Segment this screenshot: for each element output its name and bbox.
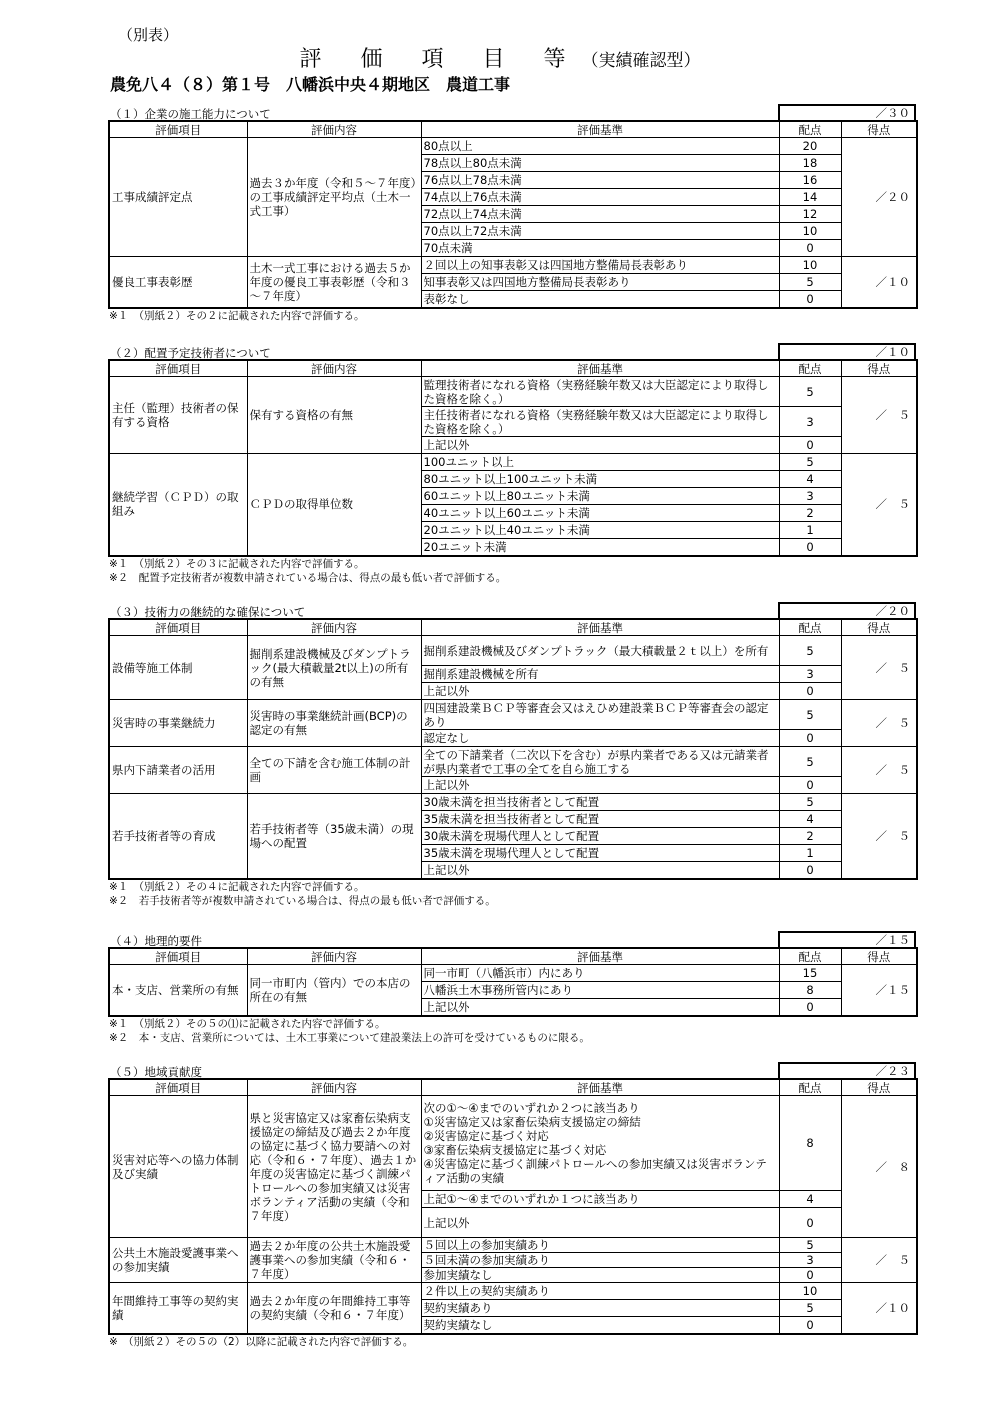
evaluation-criteria: 上記以外 <box>421 999 779 1016</box>
table-row <box>109 1238 917 1253</box>
evaluation-criteria: 30歳未満を担当技術者として配置 <box>421 794 779 811</box>
points-value: 0 <box>779 240 841 257</box>
table-row <box>109 1096 917 1191</box>
evaluation-item: 公共土木施設愛護事業への参加実績 <box>109 1238 247 1283</box>
score-cell: ／ ５ <box>841 454 917 556</box>
evaluation-item: 設備等施工体制 <box>109 636 247 700</box>
header-score: 得点 <box>841 948 917 965</box>
points-value: 0 <box>779 1208 841 1238</box>
section-total-points: ／２０ <box>778 602 916 619</box>
header-points: 配点 <box>779 360 841 377</box>
points-value: 3 <box>779 407 841 437</box>
evaluation-criteria: 35歳未満を現場代理人として配置 <box>421 845 779 862</box>
evaluation-table <box>108 1078 918 1335</box>
table-header-row <box>109 619 917 636</box>
title-main: 評 価 項 目 等 <box>299 47 582 72</box>
evaluation-criteria: 表彰なし <box>421 291 779 308</box>
evaluation-item: 県内下請業者の活用 <box>109 747 247 794</box>
header-points: 配点 <box>779 619 841 636</box>
header-points: 配点 <box>779 121 841 138</box>
table-row <box>109 377 917 407</box>
section-header <box>108 1062 916 1078</box>
evaluation-criteria: ５回未満の参加実績あり <box>421 1253 779 1268</box>
header-content: 評価内容 <box>247 619 421 636</box>
evaluation-criteria: 八幡浜土木事務所管内にあり <box>421 982 779 999</box>
points-value: 5 <box>779 377 841 407</box>
evaluation-criteria: 主任技術者になれる資格（実務経験年数又は大臣認定により取得した資格を除く。） <box>421 407 779 437</box>
points-value: 12 <box>779 206 841 223</box>
table-row <box>109 794 917 811</box>
evaluation-content: 同一市町内（管内）での本店の所在の有無 <box>247 965 421 1016</box>
header-content: 評価内容 <box>247 948 421 965</box>
points-value: 3 <box>779 666 841 683</box>
score-cell: ／１５ <box>841 965 917 1016</box>
header-score: 得点 <box>841 619 917 636</box>
annex-label: （別表） <box>118 26 179 44</box>
section-note: ※２ 配置予定技術者が複数申請されている場合は、得点の最も低い者で評価する。 <box>109 571 507 584</box>
score-cell: ／ ５ <box>841 747 917 794</box>
evaluation-item: 災害時の事業継続力 <box>109 700 247 747</box>
points-value: 5 <box>779 636 841 666</box>
section-header <box>108 343 916 359</box>
header-criteria: 評価基準 <box>421 948 779 965</box>
evaluation-criteria: 認定なし <box>421 730 779 747</box>
points-value: 4 <box>779 811 841 828</box>
points-value: 4 <box>779 471 841 488</box>
points-value: 4 <box>779 1191 841 1208</box>
points-value: 0 <box>779 730 841 747</box>
score-cell: ／ ５ <box>841 377 917 454</box>
points-value: 0 <box>779 539 841 556</box>
evaluation-content: 保有する資格の有無 <box>247 377 421 454</box>
evaluation-criteria: 四国建設業ＢＣＰ等審査会又はえひめ建設業ＢＣＰ等審査会の認定あり <box>421 700 779 730</box>
score-cell: ／２０ <box>841 138 917 257</box>
evaluation-criteria: 35歳未満を担当技術者として配置 <box>421 811 779 828</box>
section-5 <box>108 1062 916 1349</box>
evaluation-content: 全ての下請を含む施工体制の計画 <box>247 747 421 794</box>
evaluation-criteria: 80ユニット以上100ユニット未満 <box>421 471 779 488</box>
points-value: 1 <box>779 845 841 862</box>
evaluation-criteria: 20ユニット以上40ユニット未満 <box>421 522 779 539</box>
evaluation-content: 県と災害協定又は家畜伝染病支援協定の締結及び過去２か年度の協定に基づく協力要請への対応（令和６・７年度）、過去１か年度の災害協定に基づく訓練パトロールへの参加実績又は災害ボランティア活動の実績（令和７年度） <box>247 1096 421 1238</box>
points-value: 5 <box>779 1238 841 1253</box>
table-row <box>109 636 917 666</box>
evaluation-criteria: 74点以上76点未満 <box>421 189 779 206</box>
evaluation-content: 災害時の事業継続計画(BCP)の認定の有無 <box>247 700 421 747</box>
evaluation-content: 過去３か年度（令和５～７年度）の工事成績評定平均点（土木一式工事） <box>247 138 421 257</box>
score-cell: ／ ５ <box>841 636 917 700</box>
points-value: 0 <box>779 862 841 879</box>
points-value: 18 <box>779 155 841 172</box>
header-score: 得点 <box>841 121 917 138</box>
evaluation-criteria: 40ユニット以上60ユニット未満 <box>421 505 779 522</box>
points-value: 0 <box>779 777 841 794</box>
section-note: ※１ （別紙２）その３に記載された内容で評価する。 <box>109 557 365 570</box>
points-value: 15 <box>779 965 841 982</box>
points-value: 20 <box>779 138 841 155</box>
section-total-points: ／１５ <box>778 931 916 948</box>
points-value: 0 <box>779 437 841 454</box>
table-row <box>109 1283 917 1300</box>
evaluation-content: 過去２か年度の公共土木施設愛護事業への参加実績（令和６・７年度） <box>247 1238 421 1283</box>
points-value: 0 <box>779 291 841 308</box>
evaluation-table <box>108 947 918 1017</box>
points-value: 0 <box>779 1268 841 1283</box>
points-value: 3 <box>779 488 841 505</box>
section-2 <box>108 343 916 585</box>
section-total-points: ／１０ <box>778 343 916 360</box>
points-value: 8 <box>779 1096 841 1191</box>
section-title: （２）配置予定技術者について <box>110 346 271 360</box>
score-cell: ／１０ <box>841 257 917 308</box>
evaluation-table <box>108 618 918 880</box>
table-header-row <box>109 121 917 138</box>
page-title <box>0 42 1000 73</box>
header-item: 評価項目 <box>109 360 247 377</box>
evaluation-item: 主任（監理）技術者の保有する資格 <box>109 377 247 454</box>
score-cell: ／ ５ <box>841 1238 917 1283</box>
points-value: 0 <box>779 999 841 1016</box>
header-item: 評価項目 <box>109 948 247 965</box>
table-row <box>109 257 917 274</box>
evaluation-criteria: 契約実績なし <box>421 1317 779 1334</box>
header-criteria: 評価基準 <box>421 121 779 138</box>
section-4 <box>108 931 916 1045</box>
section-total-points: ／３０ <box>778 104 916 121</box>
evaluation-item: 年間維持工事等の契約実績 <box>109 1283 247 1334</box>
evaluation-criteria: 20ユニット未満 <box>421 539 779 556</box>
points-value: 5 <box>779 747 841 777</box>
evaluation-criteria: 上記①～④までのいずれか１つに該当あり <box>421 1191 779 1208</box>
points-value: 10 <box>779 223 841 240</box>
evaluation-criteria: ２件以上の契約実績あり <box>421 1283 779 1300</box>
evaluation-content: 掘削系建設機械及びダンプトラック(最大積載量2t以上)の所有の有無 <box>247 636 421 700</box>
section-title: （３）技術力の継続的な確保について <box>110 605 306 619</box>
evaluation-content: ＣＰＤの取得単位数 <box>247 454 421 556</box>
evaluation-criteria: 上記以外 <box>421 437 779 454</box>
header-points: 配点 <box>779 948 841 965</box>
points-value: 1 <box>779 522 841 539</box>
table-header-row <box>109 948 917 965</box>
points-value: 3 <box>779 1253 841 1268</box>
evaluation-criteria: ２回以上の知事表彰又は四国地方整備局長表彰あり <box>421 257 779 274</box>
section-note: ※ （別紙２）その５の（2）以降に記載された内容で評価する。 <box>109 1335 414 1348</box>
project-name: 農免八４（８）第１号 八幡浜中央４期地区 農道工事 <box>110 75 511 94</box>
header-score: 得点 <box>841 1079 917 1096</box>
points-value: 5 <box>779 1300 841 1317</box>
section-note: ※２ 若手技術者等が複数申請されている場合は、得点の最も低い者で評価する。 <box>109 894 496 907</box>
evaluation-criteria: 76点以上78点未満 <box>421 172 779 189</box>
evaluation-criteria: 70点未満 <box>421 240 779 257</box>
points-value: 2 <box>779 505 841 522</box>
evaluation-table <box>108 120 918 309</box>
points-value: 10 <box>779 257 841 274</box>
header-criteria: 評価基準 <box>421 1079 779 1096</box>
points-value: 5 <box>779 274 841 291</box>
points-value: 2 <box>779 828 841 845</box>
evaluation-item: 工事成績評定点 <box>109 138 247 257</box>
section-note: ※１ （別紙２）その２に記載された内容で評価する。 <box>109 309 365 322</box>
title-sub: （実績確認型） <box>581 51 701 71</box>
evaluation-criteria: 60ユニット以上80ユニット未満 <box>421 488 779 505</box>
evaluation-content: 土木一式工事における過去５か年度の優良工事表彰歴（令和３～７年度） <box>247 257 421 308</box>
points-value: 5 <box>779 700 841 730</box>
score-cell: ／ ５ <box>841 794 917 879</box>
evaluation-criteria: 80点以上 <box>421 138 779 155</box>
table-row <box>109 747 917 777</box>
evaluation-criteria: 監理技術者になれる資格（実務経験年数又は大臣認定により取得した資格を除く。） <box>421 377 779 407</box>
evaluation-criteria: 78点以上80点未満 <box>421 155 779 172</box>
header-item: 評価項目 <box>109 1079 247 1096</box>
evaluation-criteria: 参加実績なし <box>421 1268 779 1283</box>
evaluation-criteria: 次の①～④までのいずれか２つに該当あり ①災害協定又は家畜伝染病支援協定の締結 ②災害協定に基づく対応 ③家畜伝染病支援協定に基づく対応 ④災害協定に基づく訓練パトロールへの参加実績又は災害ボランティア活動の実績 <box>421 1096 779 1191</box>
evaluation-item: 若手技術者等の育成 <box>109 794 247 879</box>
evaluation-criteria: 100ユニット以上 <box>421 454 779 471</box>
section-title: （１）企業の施工能力について <box>110 107 271 121</box>
table-row <box>109 700 917 730</box>
table-row <box>109 138 917 155</box>
section-total-points: ／２３ <box>778 1062 916 1079</box>
evaluation-criteria: 30歳未満を現場代理人として配置 <box>421 828 779 845</box>
evaluation-item: 本・支店、営業所の有無 <box>109 965 247 1016</box>
score-cell: ／１０ <box>841 1283 917 1334</box>
header-criteria: 評価基準 <box>421 360 779 377</box>
header-content: 評価内容 <box>247 121 421 138</box>
section-title: （５）地域貢献度 <box>110 1065 202 1079</box>
evaluation-criteria: 72点以上74点未満 <box>421 206 779 223</box>
table-header-row <box>109 360 917 377</box>
evaluation-criteria: ５回以上の参加実績あり <box>421 1238 779 1253</box>
header-item: 評価項目 <box>109 619 247 636</box>
points-value: 0 <box>779 683 841 700</box>
section-1 <box>108 104 916 323</box>
evaluation-criteria: 70点以上72点未満 <box>421 223 779 240</box>
evaluation-criteria: 同一市町（八幡浜市）内にあり <box>421 965 779 982</box>
points-value: 8 <box>779 982 841 999</box>
points-value: 5 <box>779 794 841 811</box>
points-value: 16 <box>779 172 841 189</box>
evaluation-criteria: 知事表彰又は四国地方整備局長表彰あり <box>421 274 779 291</box>
section-title: （４）地理的要件 <box>110 934 202 948</box>
evaluation-item: 優良工事表彰歴 <box>109 257 247 308</box>
header-criteria: 評価基準 <box>421 619 779 636</box>
header-item: 評価項目 <box>109 121 247 138</box>
evaluation-criteria: 掘削系建設機械を所有 <box>421 666 779 683</box>
evaluation-criteria: 上記以外 <box>421 683 779 700</box>
evaluation-item: 継続学習（ＣＰＤ）の取組み <box>109 454 247 556</box>
section-header <box>108 104 916 120</box>
table-row <box>109 965 917 982</box>
header-score: 得点 <box>841 360 917 377</box>
evaluation-criteria: 契約実績あり <box>421 1300 779 1317</box>
evaluation-criteria: 掘削系建設機械及びダンプトラック（最大積載量２ｔ以上）を所有 <box>421 636 779 666</box>
section-note: ※１ （別紙２）その５の⑴に記載された内容で評価する。 <box>109 1017 386 1030</box>
section-3 <box>108 602 916 908</box>
section-note: ※２ 本・支店、営業所については、土木工事業について建設業法上の許可を受けているものに限る。 <box>109 1031 590 1044</box>
header-content: 評価内容 <box>247 360 421 377</box>
evaluation-criteria: 上記以外 <box>421 862 779 879</box>
table-row <box>109 454 917 471</box>
section-header <box>108 931 916 947</box>
header-points: 配点 <box>779 1079 841 1096</box>
score-cell: ／ ５ <box>841 700 917 747</box>
points-value: 14 <box>779 189 841 206</box>
points-value: 5 <box>779 454 841 471</box>
points-value: 10 <box>779 1283 841 1300</box>
section-note: ※１ （別紙２）その４に記載された内容で評価する。 <box>109 880 365 893</box>
evaluation-table <box>108 359 918 557</box>
points-value: 0 <box>779 1317 841 1334</box>
evaluation-criteria: 上記以外 <box>421 777 779 794</box>
evaluation-criteria: 上記以外 <box>421 1208 779 1238</box>
table-header-row <box>109 1079 917 1096</box>
evaluation-item: 災害対応等への協力体制及び実績 <box>109 1096 247 1238</box>
header-content: 評価内容 <box>247 1079 421 1096</box>
evaluation-content: 過去２か年度の年間維持工事等の契約実績（令和６・７年度） <box>247 1283 421 1334</box>
score-cell: ／ ８ <box>841 1096 917 1238</box>
evaluation-content: 若手技術者等（35歳未満）の現場への配置 <box>247 794 421 879</box>
evaluation-criteria: 全ての下請業者（二次以下を含む）が県内業者である又は元請業者が県内業者で工事の全てを自ら施工する <box>421 747 779 777</box>
section-header <box>108 602 916 618</box>
